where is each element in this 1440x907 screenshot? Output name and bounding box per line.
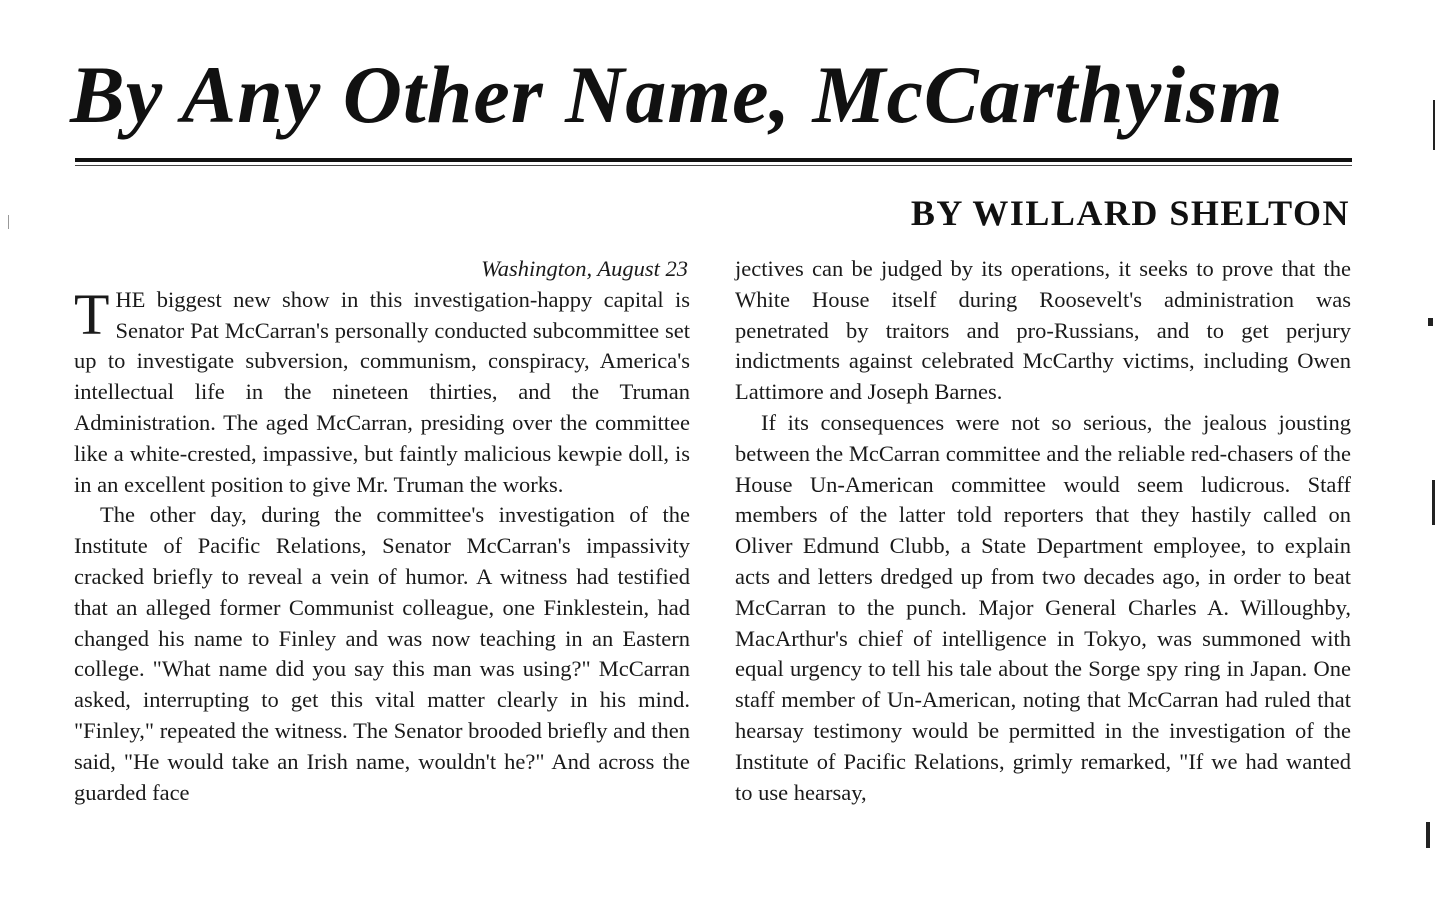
- article-headline: By Any Other Name, McCarthyism: [70, 49, 1284, 140]
- margin-scan-mark: [8, 215, 9, 229]
- right-column: [735, 254, 1351, 808]
- continued-paragraph: jectives can be judged by its operations, it seeks to prove that the White House itself during Roosevelt's administration was penetrated by traitors and pro-Russians, and to get perjury indictments against celebrated McCarthy victims, including Owen Lattimore and Joseph Barnes.: [735, 256, 1351, 405]
- drop-cap: T: [74, 281, 110, 347]
- left-column: [74, 254, 690, 808]
- margin-scan-mark: [1428, 318, 1433, 326]
- margin-scan-mark: [1432, 480, 1435, 525]
- margin-scan-mark: [1426, 822, 1430, 848]
- opening-paragraph: [74, 281, 690, 501]
- article-byline: BY WILLARD SHELTON: [910, 193, 1350, 233]
- jousting-paragraph: If its consequences were not so serious, the jealous jousting between the McCarran committee and the reliable red-chasers of the House Un-American committee would seem ludicrous. Staff members of the latter told reporters that they hastily called on Oliver Edmund Clubb, a State Department employee, to explain acts and letters dredged up from two decades ago, in order to beat McCarran to the punch. Major General Charles A. Willoughby, MacArthur's chief of intelligence in Tokyo, was summoned with equal urgency to tell his tale about the Sorge spy ring in Japan. One staff member of Un-American, noting that McCarran had ruled that hearsay testimony would be permitted in the investigation of the Institute of Pacific Relations, grimly remarked, "If we had wanted to use hearsay,: [735, 409, 1351, 805]
- headline-rule: [75, 158, 1352, 162]
- margin-scan-mark: [1433, 100, 1435, 150]
- dateline: Washington, August 23: [481, 256, 688, 281]
- opening-paragraph-text: HE biggest new show in this investigation-happy capital is Senator Pat McCarran's personally conducted subcommittee set up to investigate subversion, communism, conspiracy, America's intellectual life in the nineteen thirties, and the Truman Administration. The aged McCarran, presiding over the committee like a white-crested, impassive, but faintly malicious kewpie doll, is in an excellent position to give Mr. Truman the works.: [74, 286, 690, 497]
- headline-rule-thin: [75, 165, 1352, 166]
- second-paragraph: The other day, during the committee's investigation of the Institute of Pacific Relations, Senator McCarran's impassivity cracked briefly to reveal a vein of humor. A witness had testified that an alleged former Communist colleague, one Finklestein, had changed his name to Finley and was now teaching in an Eastern college. "What name did you say this man was using?" McCarran asked, interrupting to get this vital matter clearly in his mind. "Finley," repeated the witness. The Senator brooded briefly and then said, "He would take an Irish name, wouldn't he?" And across the guarded face: [74, 502, 690, 805]
